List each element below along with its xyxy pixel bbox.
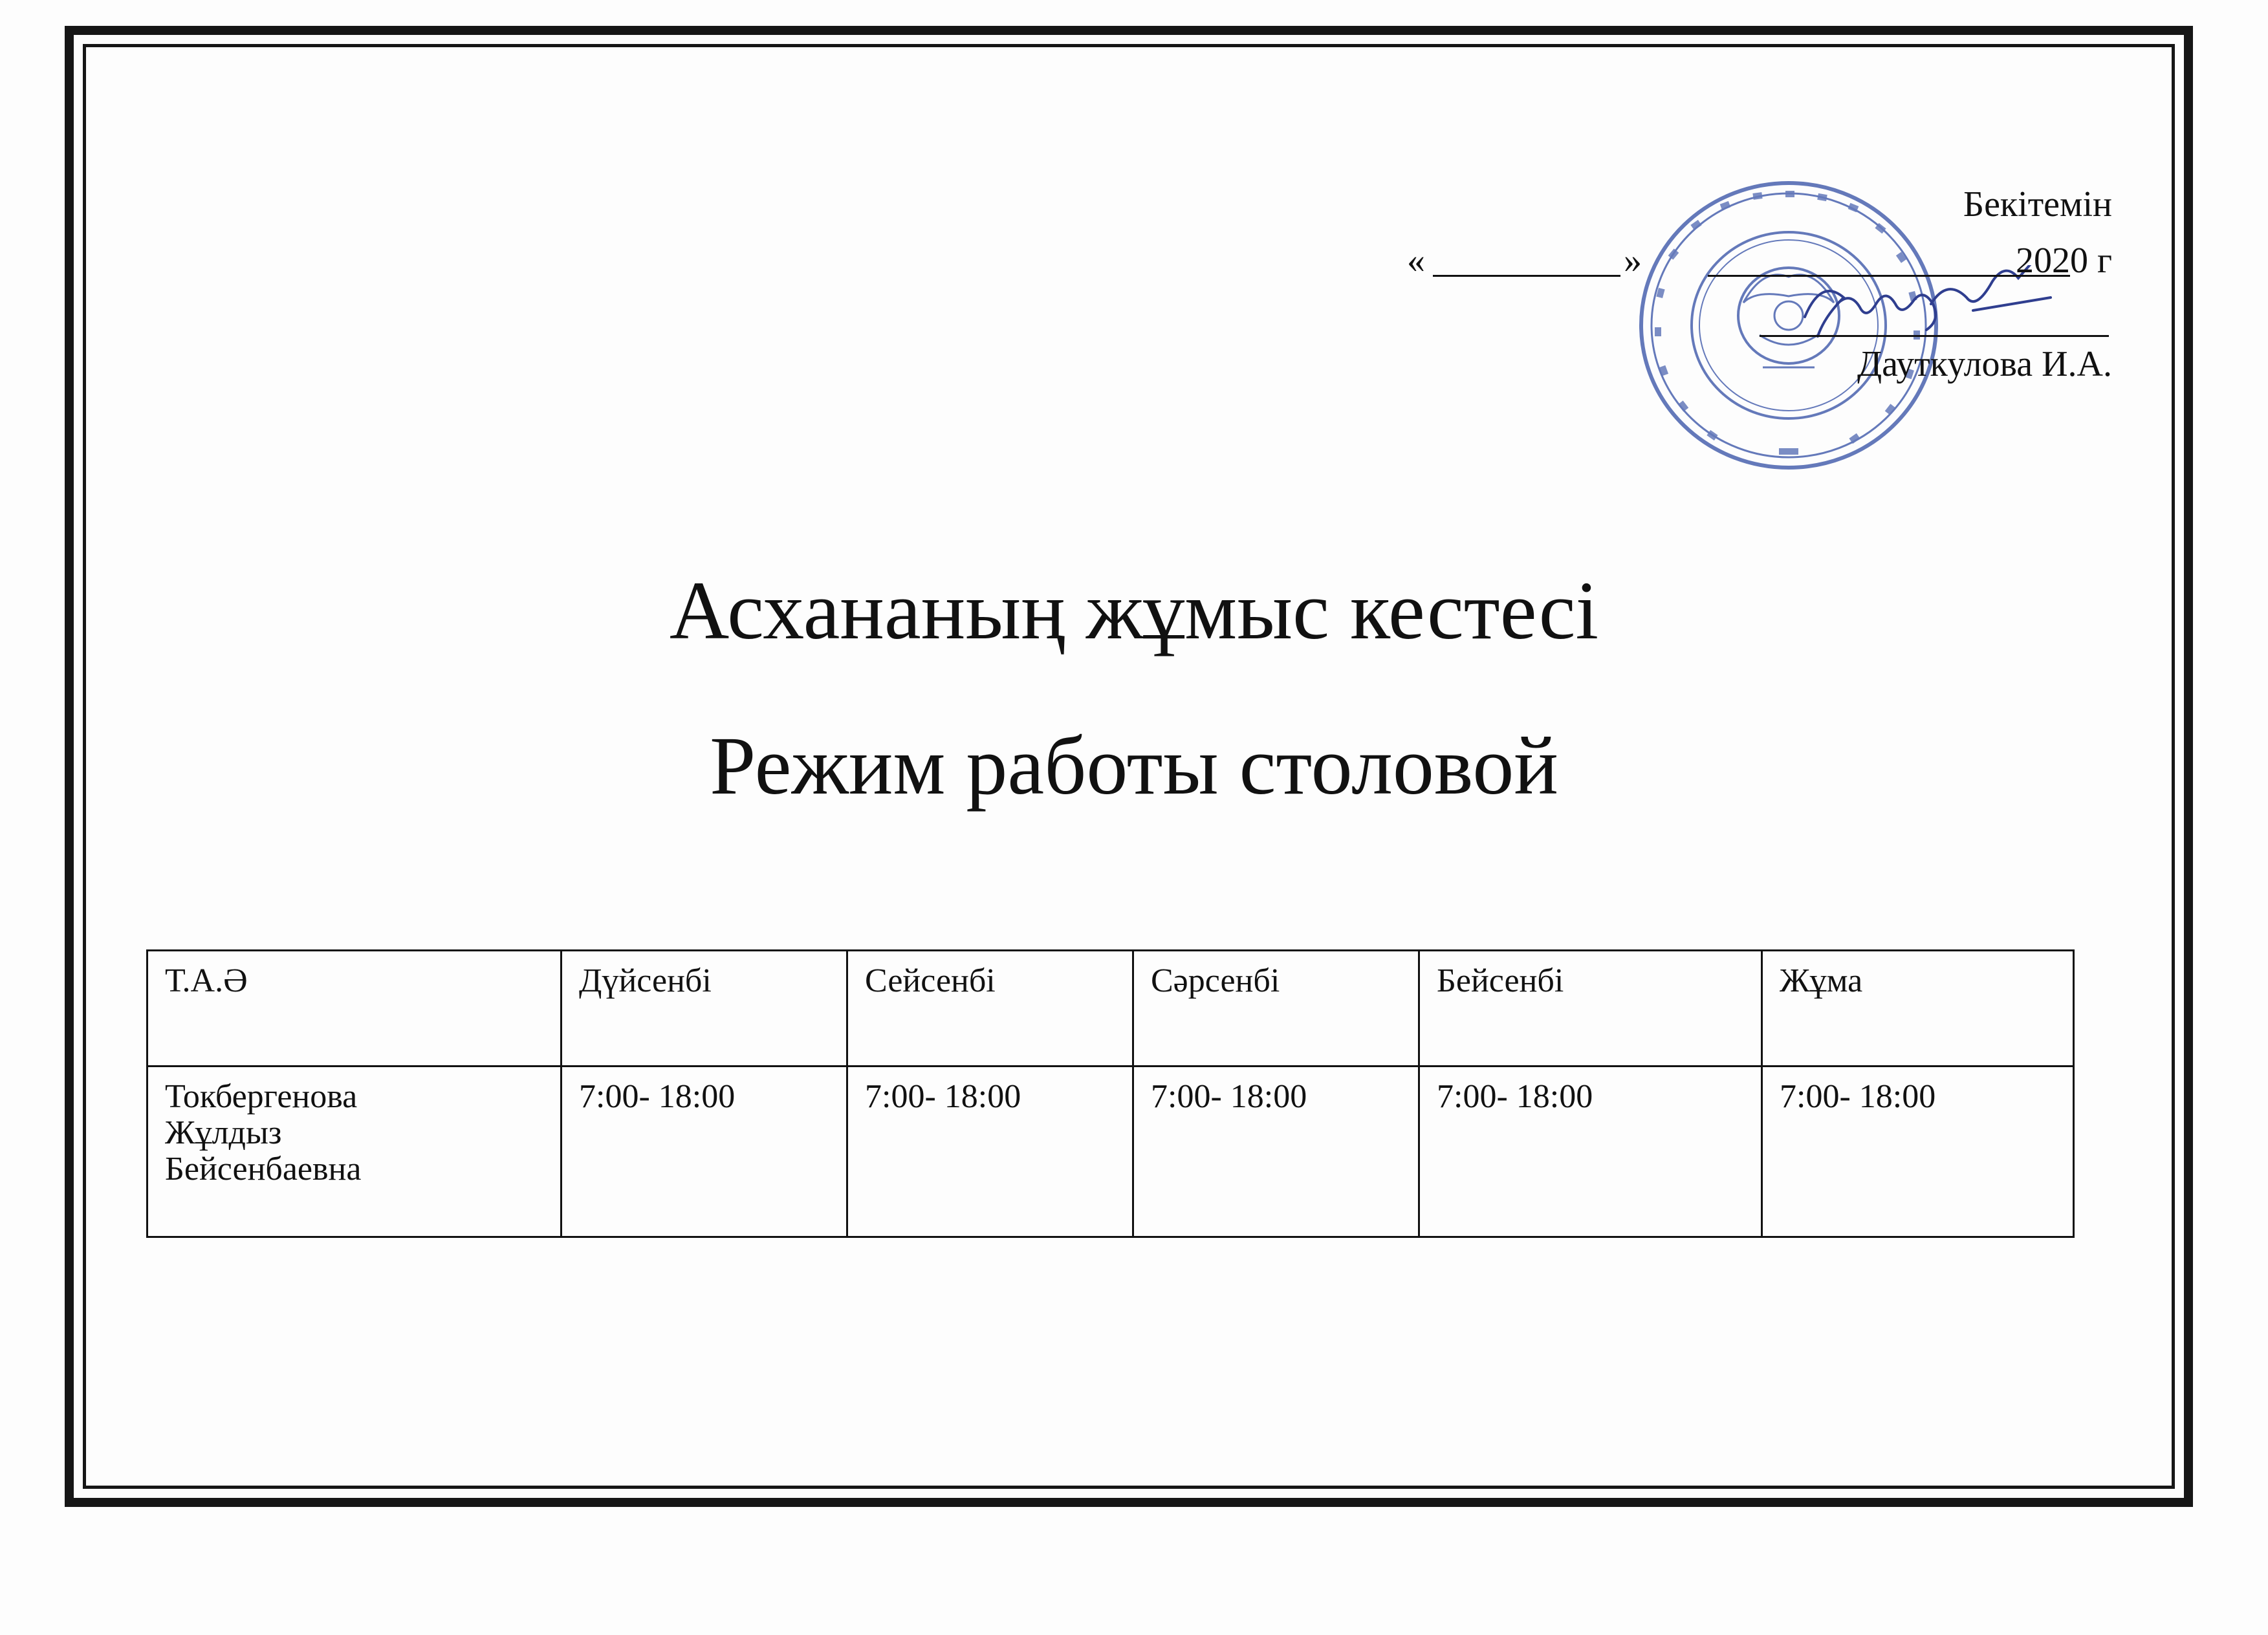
date-close-quote: » bbox=[1624, 241, 1642, 281]
header-thursday: Бейсенбі bbox=[1419, 951, 1762, 1067]
hours-thursday: 7:00- 18:00 bbox=[1419, 1067, 1762, 1237]
hours-monday: 7:00- 18:00 bbox=[562, 1067, 847, 1237]
header-wednesday: Сәрсенбі bbox=[1133, 951, 1419, 1067]
schedule-table bbox=[146, 949, 2075, 1238]
hours-wednesday: 7:00- 18:00 bbox=[1133, 1067, 1419, 1237]
title-russian: Режим работы столовой bbox=[710, 720, 1558, 812]
date-day-blank bbox=[1433, 275, 1620, 277]
hours-tuesday: 7:00- 18:00 bbox=[847, 1067, 1133, 1237]
employee-name-cell bbox=[147, 1067, 562, 1237]
signature-line bbox=[1760, 335, 2109, 337]
title-kazakh: Асхананың жұмыс кестесі bbox=[669, 565, 1599, 656]
employee-first-name: Жұлдыз bbox=[165, 1114, 282, 1152]
header-friday: Жұма bbox=[1762, 951, 2074, 1067]
signer-name: Дауткулова И.А. bbox=[1857, 344, 2112, 384]
header-tuesday: Сейсенбі bbox=[847, 951, 1133, 1067]
header-monday: Дүйсенбі bbox=[562, 951, 847, 1067]
employee-patronymic: Бейсенбаевна bbox=[165, 1151, 362, 1188]
approval-year: 2020 г bbox=[2016, 241, 2112, 281]
approval-word: Бекітемін bbox=[1963, 184, 2112, 224]
date-open-quote: « bbox=[1407, 241, 1425, 281]
employee-surname: Токбергенова bbox=[165, 1078, 358, 1115]
table-row bbox=[147, 1067, 2074, 1237]
hours-friday: 7:00- 18:00 bbox=[1762, 1067, 2074, 1237]
approval-date bbox=[1384, 243, 2112, 281]
header-name: Т.А.Ә bbox=[147, 951, 562, 1067]
table-header-row bbox=[147, 951, 2074, 1067]
approval-block bbox=[1384, 175, 2112, 407]
